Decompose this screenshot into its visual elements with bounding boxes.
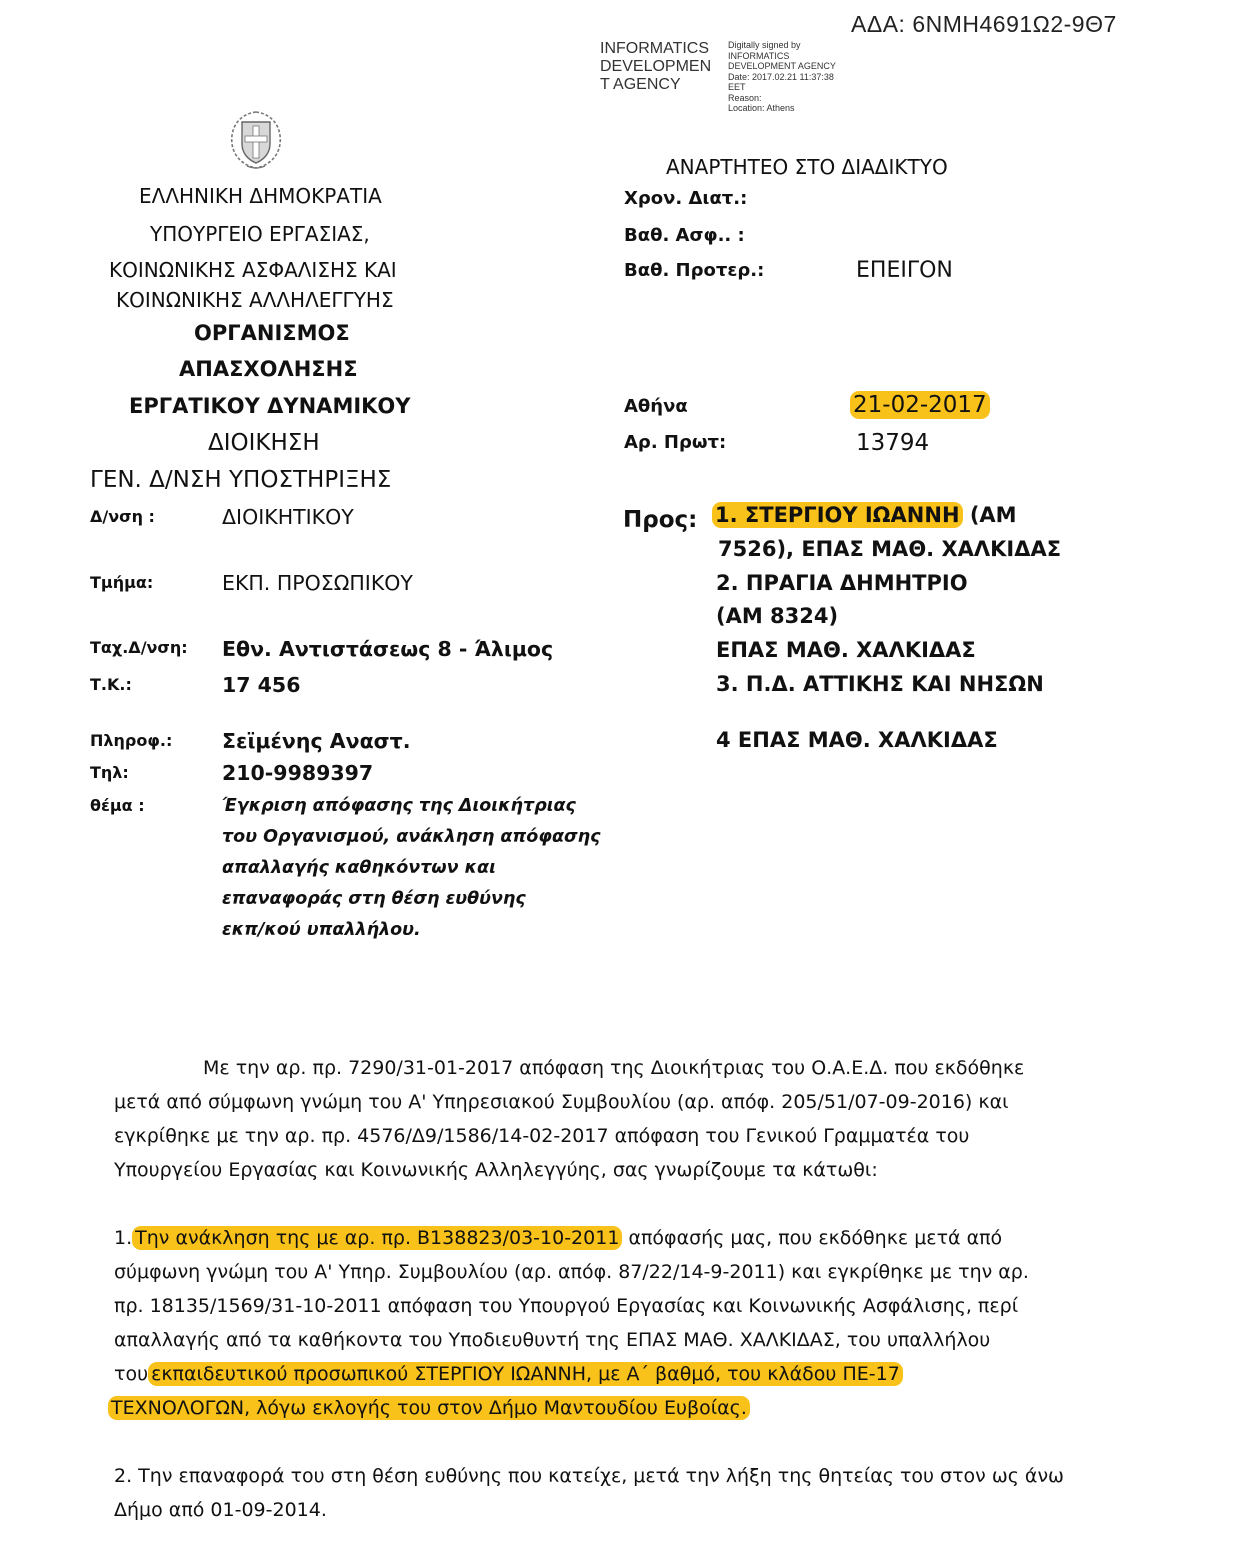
- protocol-number: 13794: [856, 430, 930, 456]
- postcode-label: Τ.Κ.:: [90, 675, 132, 694]
- intro-line: μετά από σύμφωνη γνώμη του Α' Υπηρεσιακού Συμβουλίου (αρ. απόφ. 205/51/07-09-2016) και: [114, 1091, 1009, 1113]
- recipients-label: Προς:: [623, 507, 698, 533]
- org-name-line: ΑΠΑΣΧΟΛΗΣΗΣ: [179, 357, 358, 381]
- recipient-4: 4 ΕΠΑΣ ΜΑΘ. ΧΑΛΚΙΔΑΣ: [716, 728, 998, 752]
- subject-line: απαλλαγής καθηκόντων και: [222, 858, 496, 878]
- retention-label: Χρον. Διατ.:: [624, 188, 748, 209]
- priority-value: ΕΠΕΙΓΟΝ: [856, 258, 953, 283]
- signature-detail-line: EET: [728, 82, 746, 92]
- signature-details: [728, 40, 836, 114]
- signature-detail-line: INFORMATICS: [728, 50, 790, 61]
- org-name-line: ΕΡΓΑΤΙΚΟΥ ΔΥΝΑΜΙΚΟΥ: [129, 394, 411, 418]
- paragraph-2-line: Δήμο από 01-09-2014.: [114, 1499, 327, 1521]
- date-highlight: 21-02-2017: [850, 391, 990, 419]
- paragraph-1-line1: [114, 1227, 1002, 1249]
- paragraph-2-line: 2. Την επαναφορά του στη θέση ευθύνης που κατείχε, μετά την λήξη της θητείας του στον ως άνω: [114, 1465, 1064, 1487]
- header-ministry-line: ΥΠΟΥΡΓΕΙΟ ΕΡΓΑΣΙΑΣ,: [150, 222, 370, 246]
- intro-line: Με την αρ. πρ. 7290/31-01-2017 απόφαση της Διοικήτριας του Ο.Α.Ε.Δ. που εκδόθηκε: [203, 1057, 1025, 1079]
- signature-org-line: DEVELOPMEN: [600, 58, 712, 75]
- signature-org-line: INFORMATICS: [600, 40, 710, 57]
- document-date: [850, 392, 990, 418]
- paragraph-1-line6: [108, 1397, 750, 1419]
- phone-label: Τηλ:: [90, 763, 129, 782]
- post-online-note: ΑΝΑΡΤΗΤΕΟ ΣΤΟ ΔΙΑΔΙΚΤΥΟ: [666, 155, 948, 179]
- postcode-value: 17 456: [222, 673, 301, 697]
- subject-line: επαναφοράς στη θέση ευθύνης: [222, 889, 526, 909]
- recipient-2-line3: ΕΠΑΣ ΜΑΘ. ΧΑΛΚΙΔΑΣ: [716, 638, 976, 662]
- recipient-1-line2: 7526), ΕΠΑΣ ΜΑΘ. ΧΑΛΚΙΔΑΣ: [718, 537, 1062, 561]
- contact-label: Πληροφ.:: [90, 731, 173, 750]
- intro-line: Υπουργείου Εργασίας και Κοινωνικής Αλληλεγγύης, σας γνωρίζουμε τα κάτωθι:: [114, 1159, 878, 1181]
- signature-detail-line: Date: 2017.02.21 11:37:38: [728, 71, 834, 82]
- address-value: Εθν. Αντιστάσεως 8 - Άλιμος: [222, 637, 554, 661]
- header-country: ΕΛΛΗΝΙΚΗ ΔΗΜΟΚΡΑΤΙΑ: [139, 184, 382, 208]
- subject-line: Έγκριση απόφασης της Διοικήτριας: [222, 796, 576, 816]
- paragraph-1-number: 1.: [114, 1227, 133, 1249]
- priority-label: Βαθ. Προτερ.:: [624, 260, 765, 281]
- security-label: Βαθ. Ασφ.. :: [624, 225, 745, 246]
- paragraph-1-line5: [114, 1363, 903, 1385]
- recipient-1-highlight: 1. ΣΤΕΡΓΙΟΥ ΙΩΑΝΝΗ: [712, 502, 963, 528]
- recipient-2-line2: (ΑΜ 8324): [716, 604, 839, 628]
- subject-text: [222, 791, 600, 946]
- paragraph-1-line: πρ. 18135/1569/31-10-2011 απόφαση του Υπουργού Εργασίας και Κοινωνικής Ασφάλισης, περί: [114, 1295, 1019, 1317]
- paragraph-1-rest: απόφασής μας, που εκδόθηκε μετά από: [628, 1227, 1003, 1249]
- org-name-line: ΟΡΓΑΝΙΣΜΟΣ: [194, 321, 350, 345]
- ada-code: ΑΔΑ: 6ΝΜΗ4691Ω2-9Θ7: [851, 11, 1117, 37]
- subject-label: θέμα :: [90, 796, 145, 815]
- signature-org-line: T AGENCY: [600, 76, 681, 93]
- employee-highlight-cont: ΤΕΧΝΟΛΟΓΩΝ, λόγω εκλογής του στον Δήμο Μαντουδίου Ευβοίας.: [108, 1396, 750, 1420]
- recipient-2: 2. ΠΡΑΓΙΑ ΔΗΜΗΤΡΙΟ: [716, 571, 968, 595]
- subject-line: του Οργανισμού, ανάκληση απόφασης: [222, 827, 601, 847]
- contact-value: Σεϊμένης Αναστ.: [222, 729, 411, 753]
- paragraph-1-line: απαλλαγής από τα καθήκοντα του Υποδιευθυντή της ΕΠΑΣ ΜΑΘ. ΧΑΛΚΙΔΑΣ, του υπαλλήλου: [114, 1329, 991, 1351]
- city-label: Αθήνα: [624, 396, 688, 417]
- greek-emblem-icon: [223, 106, 289, 172]
- subject-line: εκπ/κού υπαλλήλου.: [222, 920, 421, 940]
- signature-detail-line: Location: Athens: [728, 103, 795, 113]
- intro-line: εγκρίθηκε με την αρ. πρ. 4576/Δ9/1586/14-02-2017 απόφαση του Γενικού Γραμματέα του: [114, 1125, 970, 1147]
- recipient-1-suffix: (ΑΜ: [969, 503, 1017, 527]
- recipient-1: [712, 503, 1017, 527]
- header-ministry-line: ΚΟΙΝΩΝΙΚΗΣ ΑΣΦΑΛΙΣΗΣ ΚΑΙ: [109, 258, 397, 282]
- revocation-highlight: Την ανάκληση της με αρ. πρ. Β138823/03-10-2011: [132, 1226, 622, 1250]
- paragraph-1-line5-pre: του: [114, 1363, 149, 1385]
- signature-detail-line: DEVELOPMENT AGENCY: [728, 61, 836, 71]
- protocol-label: Αρ. Πρωτ:: [624, 432, 727, 453]
- section-value: ΕΚΠ. ΠΡΟΣΩΠΙΚΟΥ: [222, 571, 413, 595]
- address-label: Ταχ.Δ/νση:: [90, 638, 188, 657]
- section-label: Τμήμα:: [90, 573, 154, 592]
- signature-org: [600, 40, 711, 94]
- header-directorate: ΓΕΝ. Δ/ΝΣΗ ΥΠΟΣΤΗΡΙΞΗΣ: [90, 467, 392, 493]
- header-administration: ΔΙΟΙΚΗΣΗ: [208, 430, 320, 456]
- employee-highlight: εκπαιδευτικού προσωπικού ΣΤΕΡΓΙΟΥ ΙΩΑΝΝΗ, με Α΄ βαθμό, του κλάδου ΠΕ-17: [148, 1362, 903, 1386]
- directorate-value: ΔΙΟΙΚΗΤΙΚΟΥ: [222, 505, 354, 529]
- header-ministry-line: ΚΟΙΝΩΝΙΚΗΣ ΑΛΛΗΛΕΓΓΥΗΣ: [116, 288, 394, 312]
- signature-detail-line: Reason:: [728, 92, 762, 103]
- signature-detail-line: Digitally signed by: [728, 40, 801, 50]
- recipient-3: 3. Π.Δ. ΑΤΤΙΚΗΣ ΚΑΙ ΝΗΣΩΝ: [716, 672, 1044, 696]
- paragraph-1-line: σύμφωνη γνώμη του Α' Υπηρ. Συμβουλίου (αρ. απόφ. 87/22/14-9-2011) και εγκρίθηκε με την αρ.: [114, 1261, 1029, 1283]
- phone-value: 210-9989397: [222, 761, 374, 785]
- directorate-label: Δ/νση :: [90, 507, 155, 526]
